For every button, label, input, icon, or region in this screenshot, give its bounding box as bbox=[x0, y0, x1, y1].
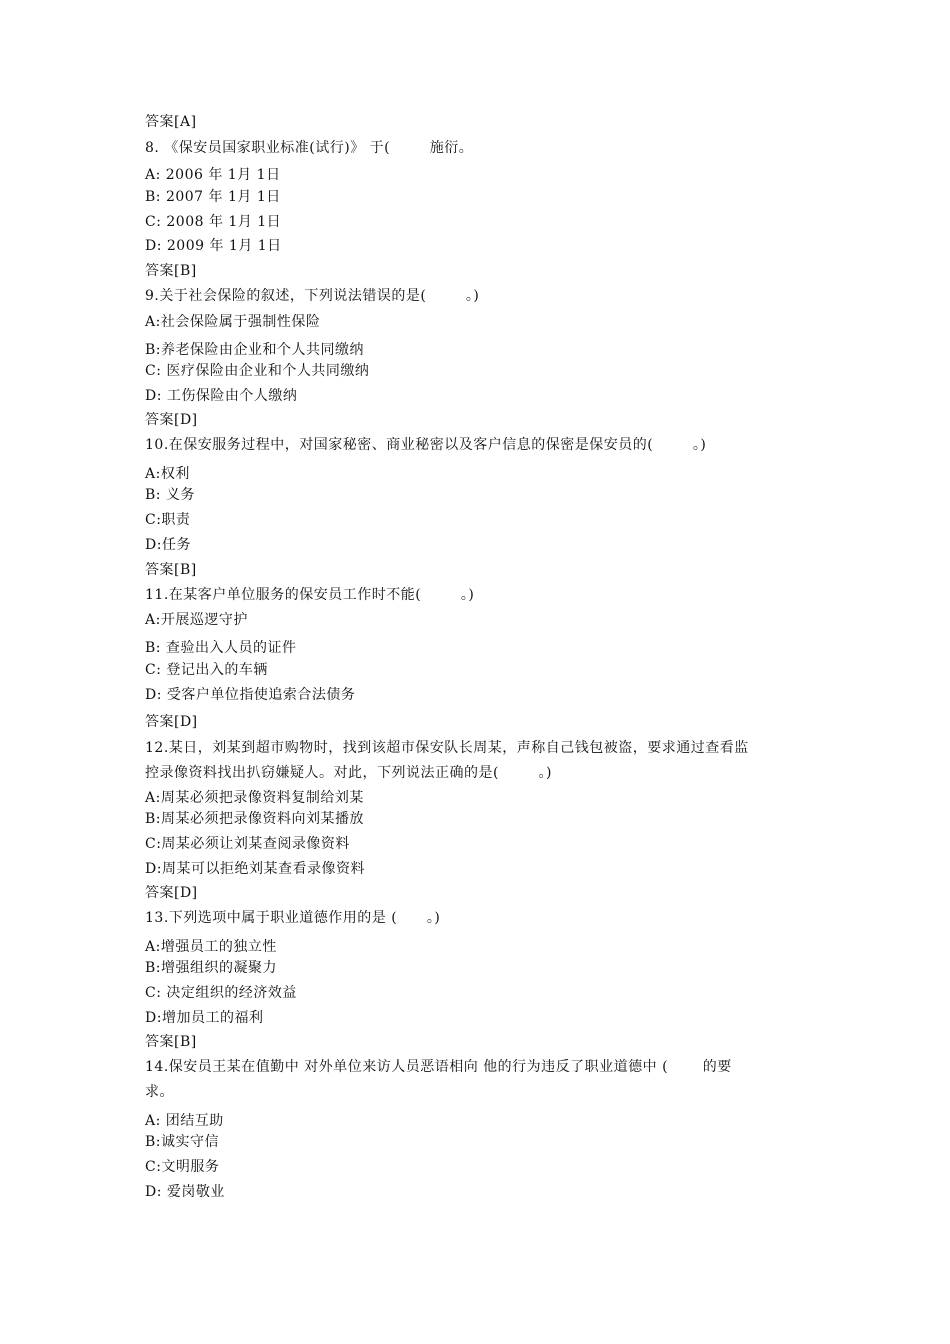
question-12-continued: 控录像资料找出扒窃嫌疑人。对此，下列说法正确的是( 。) bbox=[145, 765, 553, 781]
question-10: 10.在保安服务过程中，对国家秘密、商业秘密以及客户信息的保密是保安员的( 。) bbox=[145, 437, 707, 453]
option-d: D: 工伤保险由个人缴纳 bbox=[145, 388, 298, 404]
answer-line: 答案[D] bbox=[145, 412, 198, 428]
option-c: C:周某必须让刘某查阅录像资料 bbox=[145, 836, 350, 852]
option-b: B:养老保险由企业和个人共同缴纳 bbox=[145, 342, 365, 358]
question-12: 12.某日，刘某到超市购物时，找到该超市保安队长周某，声称自己钱包被盗，要求通过查看监 bbox=[145, 740, 749, 756]
answer-line: 答案[D] bbox=[145, 714, 198, 730]
answer-line: 答案[B] bbox=[145, 263, 197, 279]
option-b: B: 2007 年 1月 1日 bbox=[145, 189, 281, 205]
question-8: 8. 《保安员国家职业标准(试行)》 于( 施衍。 bbox=[145, 140, 474, 156]
question-14: 14.保安员王某在值勤中 对外单位来访人员恶语相向 他的行为违反了职业道德中 ( 的要 bbox=[145, 1059, 732, 1075]
option-a: A:权利 bbox=[145, 466, 190, 482]
option-a: A: 团结互助 bbox=[145, 1113, 224, 1129]
option-c: C: 决定组织的经济效益 bbox=[145, 985, 297, 1001]
option-d: D:任务 bbox=[145, 537, 191, 553]
answer-line: 答案[D] bbox=[145, 885, 198, 901]
option-a: A:社会保险属于强制性保险 bbox=[145, 314, 321, 330]
option-b: B:周某必须把录像资料向刘某播放 bbox=[145, 811, 365, 827]
option-b: B: 查验出入人员的证件 bbox=[145, 640, 297, 656]
option-b: B:增强组织的凝聚力 bbox=[145, 960, 278, 976]
option-c: C: 登记出入的车辆 bbox=[145, 662, 268, 678]
option-d: D: 2009 年 1月 1日 bbox=[145, 238, 282, 254]
option-c: C: 2008 年 1月 1日 bbox=[145, 214, 282, 230]
question-14-continued: 求。 bbox=[145, 1084, 174, 1100]
option-c: C:职责 bbox=[145, 512, 191, 528]
option-d: D: 爱岗敬业 bbox=[145, 1184, 225, 1200]
option-b: B:诚实守信 bbox=[145, 1134, 220, 1150]
question-11: 11.在某客户单位服务的保安员工作时不能( 。) bbox=[145, 587, 475, 603]
option-a: A:开展巡逻守护 bbox=[145, 612, 248, 628]
option-a: A: 2006 年 1月 1日 bbox=[145, 167, 281, 183]
option-a: A:增强员工的独立性 bbox=[145, 939, 277, 955]
answer-line: 答案[B] bbox=[145, 1034, 197, 1050]
option-b: B: 义务 bbox=[145, 487, 195, 503]
option-c: C: 医疗保险由企业和个人共同缴纳 bbox=[145, 363, 370, 379]
answer-line: 答案[B] bbox=[145, 562, 197, 578]
question-13: 13.下列选项中属于职业道德作用的是 ( 。) bbox=[145, 910, 441, 926]
option-d: D: 受客户单位指使追索合法债务 bbox=[145, 687, 356, 703]
answer-line: 答案[A] bbox=[145, 114, 197, 130]
option-a: A:周某必须把录像资料复制给刘某 bbox=[145, 790, 364, 806]
option-d: D:周某可以拒绝刘某查看录像资料 bbox=[145, 861, 365, 877]
question-9: 9.关于社会保险的叙述，下列说法错误的是( 。) bbox=[145, 288, 480, 304]
option-d: D:增加员工的福利 bbox=[145, 1010, 264, 1026]
option-c: C:文明服务 bbox=[145, 1159, 220, 1175]
